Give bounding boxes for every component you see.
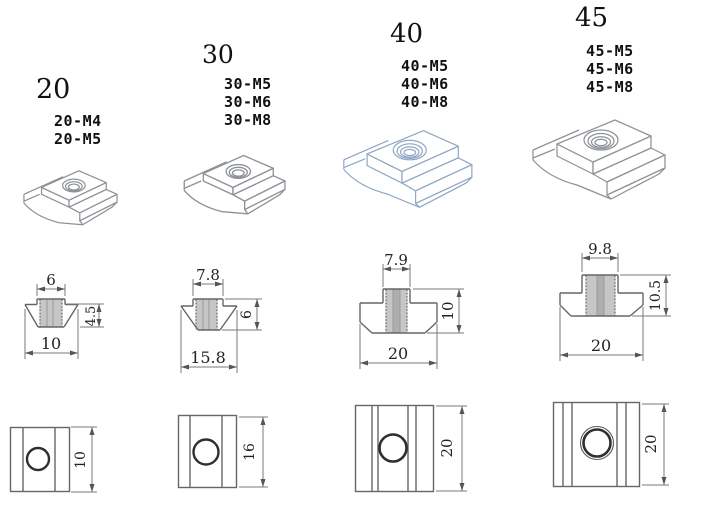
- size-header-30: 30: [202, 40, 234, 69]
- front-view-40: [360, 251, 464, 369]
- top-view-40: [356, 406, 468, 492]
- variant-label: 40-M6: [401, 75, 449, 93]
- size-header-45: 45: [575, 3, 609, 33]
- variant-label: 45-M6: [586, 60, 634, 78]
- front-view-45: [560, 240, 671, 361]
- dim-30-top-width: 7.8: [196, 266, 220, 284]
- variant-label: 20-M4: [54, 112, 102, 130]
- size-header-20: 20: [36, 74, 71, 105]
- dim-40-bottom-width: 20: [387, 344, 409, 363]
- dim-40-length: 20: [438, 438, 456, 458]
- iso-view-40: [344, 131, 472, 208]
- dim-20-top-width: 6: [46, 271, 56, 289]
- dim-20-length: 10: [73, 451, 89, 469]
- thread-hole-30: [194, 440, 219, 465]
- top-view-20: [11, 427, 98, 492]
- dim-30-height: 6: [239, 310, 255, 319]
- dim-20-height: 4.5: [84, 305, 99, 327]
- thread-hole-45-outer: [581, 427, 614, 460]
- variant-label: 20-M5: [54, 130, 102, 148]
- iso-view-45: [533, 120, 665, 199]
- top-view-30: [179, 416, 269, 488]
- dim-20-bottom-width: 10: [40, 334, 62, 353]
- iso-view-20: [24, 171, 117, 225]
- variant-label: 30-M5: [224, 75, 272, 93]
- dim-45-length: 20: [642, 434, 660, 454]
- thread-hole-45: [584, 430, 611, 457]
- dim-30-length: 16: [242, 443, 258, 461]
- size-header-40: 40: [390, 19, 424, 49]
- front-view-30: [181, 266, 262, 373]
- variant-label: 45-M5: [586, 42, 634, 60]
- thread-hole-20: [27, 448, 49, 470]
- variant-label: 40-M5: [401, 57, 449, 75]
- variant-label: 30-M8: [224, 111, 272, 129]
- top-view-45: [554, 403, 670, 487]
- variant-label: 45-M8: [586, 78, 634, 96]
- front-view-20: [25, 271, 104, 359]
- variant-label: 30-M6: [224, 93, 272, 111]
- iso-view-30: [184, 156, 285, 214]
- dim-40-top-width: 7.9: [384, 251, 408, 269]
- dim-30-bottom-width: 15.8: [190, 348, 226, 367]
- variant-label: 40-M8: [401, 93, 449, 111]
- dim-45-bottom-width: 20: [590, 336, 612, 355]
- dim-45-top-width: 9.8: [588, 240, 612, 258]
- dim-45-height: 10.5: [648, 279, 664, 312]
- thread-hole-40: [380, 435, 407, 462]
- dim-40-height: 10: [439, 301, 457, 321]
